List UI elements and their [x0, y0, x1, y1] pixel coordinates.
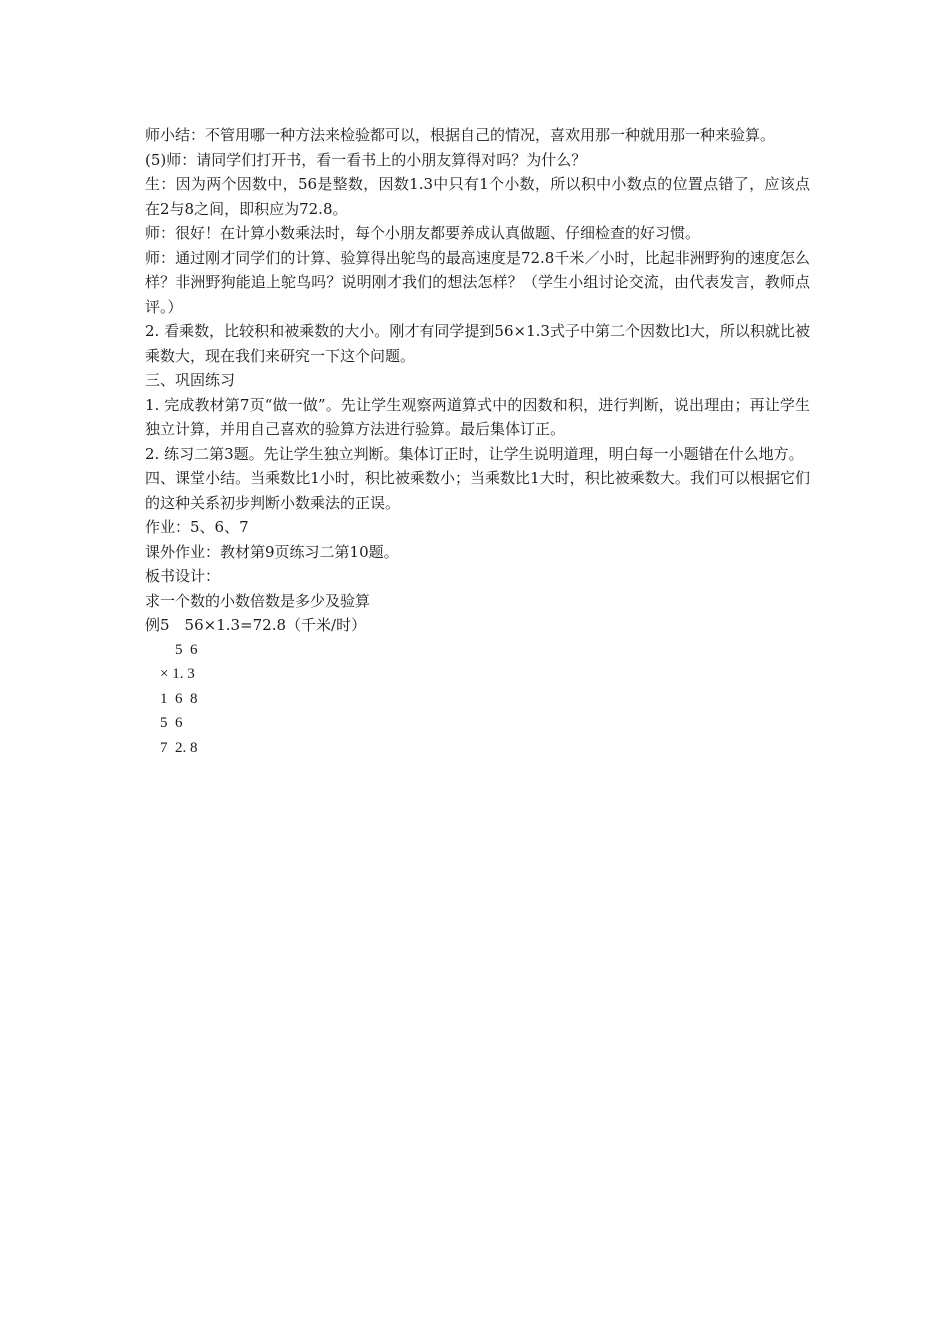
calc-line-product: 7 2. 8	[145, 739, 198, 756]
paragraph-practice-2: 2. 练习二第3题。先让学生独立判断。集体订正时，让学生说明道理，明白每一小题错在什么地方。	[145, 444, 804, 463]
paragraph-student-answer: 生：因为两个因数中，56是整数，因数1.3中只有1个小数，所以积中小数点的位置点错了，应该点在2与8之间，即积应为72.8。	[145, 175, 810, 218]
paragraph-teacher-summary: 师小结：不管用哪一种方法来检验都可以，根据自己的情况，喜欢用那一种就用那一种来验算。	[145, 126, 776, 144]
paragraph-board-title: 求一个数的小数倍数是多少及验算	[145, 591, 371, 610]
paragraph-ostrich-speed: 师：通过刚才同学们的计算、验算得出鸵鸟的最高速度是72.8千米／小时，比起非洲野狗的速度怎么样？非洲野狗能追上鸵鸟吗？说明刚才我们的想法怎样？（学生小组讨论交流，由代表发言，教师点评。）	[145, 248, 810, 316]
calc-line-partial-2: 5 6	[145, 715, 183, 731]
paragraph-class-summary: 四、课堂小结。当乘数比1小时，积比被乘数小；当乘数比1大时，积比被乘数大。我们可以根据它们的这种关系初步判断小数乘法的正误。	[145, 469, 810, 512]
document-body	[145, 123, 810, 760]
section-heading-practice: 三、巩固练习	[145, 371, 236, 389]
paragraph-compare-product: 2. 看乘数，比较积和被乘数的大小。刚才有同学提到56×1.3式子中第二个因数比l大，所以积就比被乘数大，现在我们来研究一下这个问题。	[145, 322, 810, 365]
paragraph-open-book: (5)师：请同学们打开书，看一看书上的小朋友算得对吗？为什么？	[145, 150, 587, 169]
paragraph-good-habit: 师：很好！在计算小数乘法时，每个小朋友都要养成认真做题、仔细检查的好习惯。	[145, 224, 701, 242]
paragraph-board-design: 板书设计：	[145, 567, 221, 585]
paragraph-practice-1: 1. 完成教材第7页“做一做”。先让学生观察两道算式中的因数和积，进行判断，说出理由；再让学生独立计算，并用自己喜欢的验算方法进行验算。最后集体订正。	[145, 395, 810, 438]
calc-line-multiplier: × 1. 3	[145, 666, 195, 682]
paragraph-example-5: 例5 56×1.3=72.8（千米/时）	[145, 616, 367, 634]
paragraph-homework: 作业：5、6、7	[145, 518, 249, 536]
calc-line-partial-1: 1 6 8	[145, 690, 198, 707]
paragraph-extra-homework: 课外作业：教材第9页练习二第10题。	[145, 542, 399, 561]
calc-line-multiplicand: 5 6	[145, 641, 198, 658]
